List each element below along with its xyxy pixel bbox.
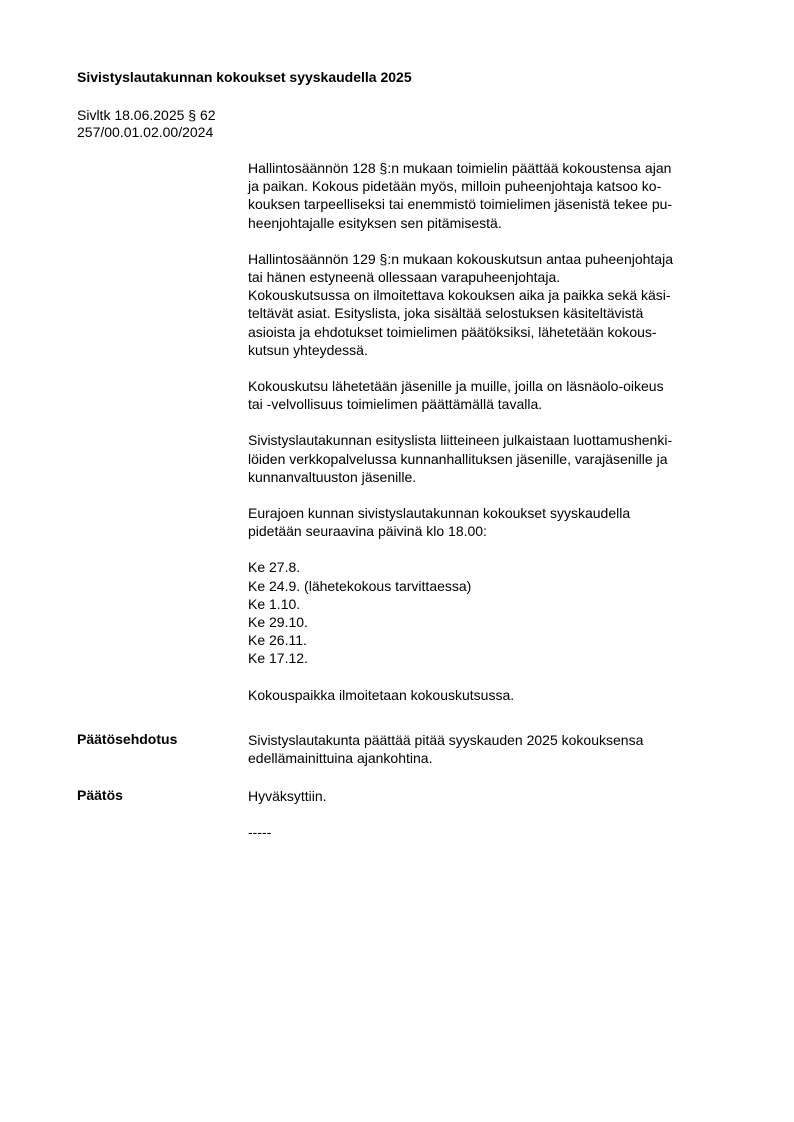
decision-label: Päätös (77, 787, 123, 803)
separator-line: ----- (248, 824, 272, 840)
paragraph-meeting-place: Kokouspaikka ilmoitetaan kokouskutsussa. (248, 686, 515, 703)
meeting-date: Ke 26.11. (248, 632, 307, 649)
paragraph-invitation: Hallintosäännön 129 §:n mukaan kokouskutsun antaa puheenjohtaja tai hänen estyneenä ollessaan varapuheenjohtaja. Kokouskutsussa on ilmoitettava kokouksen aika ja paikka sekä käsi- teltävät asiat. Esityslista, joka sisältää selostuksen käsiteltävistä asioista ja ehdotukset toimielimen päätöksiksi, lähetetään kokous- kutsun yhteydessä. (248, 250, 673, 358)
decision-text: Hyväksyttiin. (248, 788, 327, 804)
meeting-reference: Sivltk 18.06.2025 § 62 (77, 107, 216, 123)
paragraph-schedule-intro: Eurajoen kunnan sivistyslautakunnan kokoukset syyskaudella pidetään seuraavina päivinä klo 18.00: (248, 505, 631, 540)
meeting-date: Ke 1.10. (248, 595, 301, 612)
paragraph-meeting-rules: Hallintosäännön 128 §:n mukaan toimielin päättää kokoustensa ajan ja paikan. Kokous pidetään myös, milloin puheenjohtaja katsoo ko- kouksen tarpeelliseksi tai enemmistö toimielimen jäsenistä tekee pu- heenjohtajalle esityksen sen pitämisestä. (248, 160, 673, 231)
proposal-label: Päätösehdotus (77, 731, 178, 747)
meeting-date: Ke 24.9. (lähetekokous tarvittaessa) (248, 577, 472, 594)
meeting-dates-list (248, 558, 736, 667)
reference-block (77, 107, 216, 141)
document-title: Sivistyslautakunnan kokoukset syyskaudella 2025 (77, 69, 412, 85)
paragraph-recipients: Kokouskutsu lähetetään jäsenille ja muille, joilla on läsnäolo-oikeus tai -velvollisuus toimielimen päättämällä tavalla. (248, 378, 664, 413)
document-body (248, 159, 736, 722)
meeting-date: Ke 27.8. (248, 559, 301, 576)
meeting-date: Ke 29.10. (248, 614, 308, 631)
paragraph-publication: Sivistyslautakunnan esityslista liitteineen julkaistaan luottamushenki- löiden verkkopalvelussa kunnanhallituksen jäsenille, varajäsenille ja kunnanvaltuuston jäsenille. (248, 432, 673, 485)
case-number: 257/00.01.02.00/2024 (77, 124, 214, 140)
proposal-text: Sivistyslautakunta päättää pitää syyskauden 2025 kokouksensa edellämainittuina ajankohtina. (248, 732, 644, 767)
meeting-date: Ke 17.12. (248, 650, 308, 667)
